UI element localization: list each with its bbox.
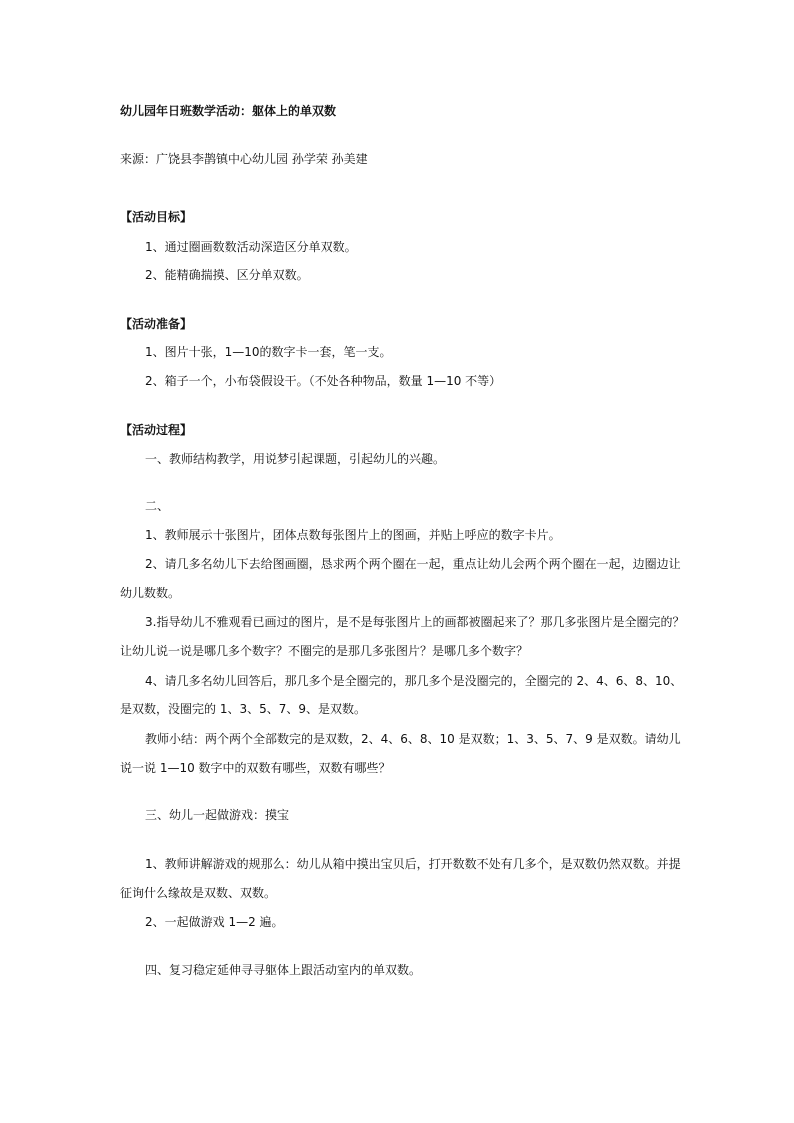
page-title: 幼儿园年日班数学活动：躯体上的单双数 (120, 104, 337, 118)
process-heading: 【活动过程】 (120, 423, 193, 437)
process-step-3-line: 1、教师讲解游戏的规那么：幼儿从箱中摸出宝贝后，打开数数不处有几多个，是双数仍然双数。并提 (145, 857, 681, 871)
process-step-2-line: 2、请几多名幼儿下去给图画圈，恳求两个两个圈在一起，重点让幼儿会两个两个圈在一起，边圈边让 (145, 557, 681, 571)
prep-heading: 【活动准备】 (120, 317, 193, 331)
goal-item: 1、通过圈画数数活动深造区分单双数。 (145, 240, 357, 254)
process-step-2-line: 让幼儿说一说是哪几多个数字？不圈完的是那几多张图片？是哪几多个数字？ (120, 644, 529, 658)
process-step-2-line: 教师小结：两个两个全部数完的是双数，2、4、6、8、10 是双数；1、3、5、7、9 是双数。请幼儿 (145, 732, 681, 746)
process-step-3-line: 征询什么缘故是双数、双数。 (120, 886, 277, 900)
prep-item: 1、图片十张，1—10的数字卡一套，笔一支。 (145, 345, 392, 359)
process-step-2-line: 说一说 1—10 数字中的双数有哪些，双数有哪些？ (120, 761, 391, 775)
process-step-2-line: 1、教师展示十张图片，团体点数每张图片上的图画，并贴上呼应的数字卡片。 (145, 528, 561, 542)
process-step-2-line: 4、请几多名幼儿回答后，那几多个是全圈完的，那几多个是没圈完的，全圈完的 2、4、6、8、10、 (145, 674, 683, 688)
process-step-3-line: 2、一起做游戏 1—2 遍。 (145, 915, 284, 929)
process-step-2-line: 3.指导幼儿不雅观看已画过的图片，是不是每张图片上的画都被圈起来了？那几多张图片是全圈完的？ (145, 615, 685, 629)
prep-item: 2、箱子一个，小布袋假设干。（不处各种物品，数量 1—10 不等） (145, 374, 502, 388)
process-step-1: 一、教师结构教学，用说梦引起课题，引起幼儿的兴趣。 (145, 452, 446, 466)
process-step-2-heading: 二、 (145, 499, 170, 513)
process-step-2-line: 是双数，没圈完的 1、3、5、7、9、是双数。 (120, 702, 366, 716)
process-step-4: 四、复习稳定延伸寻寻躯体上跟活动室内的单双数。 (145, 963, 422, 977)
source-line: 来源：广饶县李鹊镇中心幼儿园 孙学荣 孙美建 (120, 152, 368, 166)
goals-heading: 【活动目标】 (120, 210, 193, 224)
process-step-3-heading: 三、幼儿一起做游戏：摸宝 (145, 808, 290, 822)
process-step-2-line: 幼儿数数。 (120, 586, 181, 600)
goal-item: 2、能精确揣摸、区分单双数。 (145, 268, 309, 282)
